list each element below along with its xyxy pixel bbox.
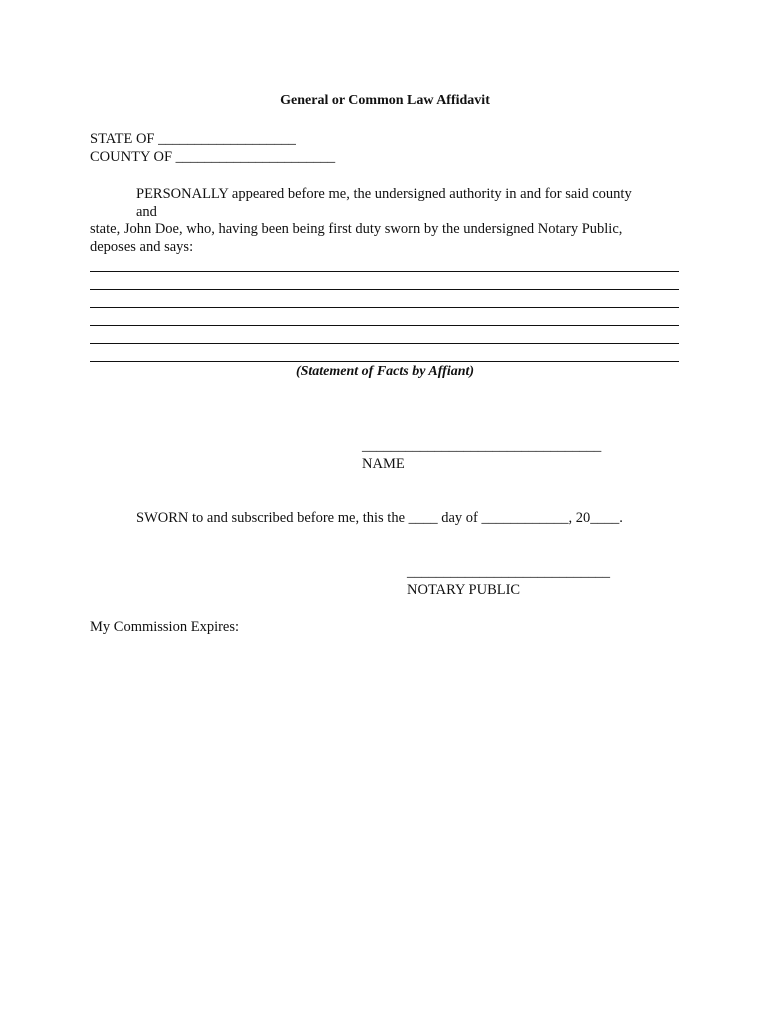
paragraph-line-3: state, John Doe, who, having been being first duty sworn by the undersigned Notary Public, bbox=[90, 221, 623, 237]
paragraph-line-1: PERSONALLY appeared before me, the undersigned authority in and for said county bbox=[136, 186, 632, 202]
notary-public-label: NOTARY PUBLIC bbox=[407, 582, 521, 598]
sworn-statement: SWORN to and subscribed before me, this the ____ day of ____________, 20____. bbox=[136, 510, 623, 526]
statement-blank-line bbox=[90, 307, 679, 308]
statement-blank-line bbox=[90, 343, 679, 344]
state-line: STATE OF ___________________ bbox=[90, 131, 296, 147]
statement-blank-line bbox=[90, 289, 679, 290]
paragraph-line-4: deposes and says: bbox=[90, 239, 194, 255]
paragraph-line-2: and bbox=[136, 204, 157, 220]
statement-blank-line bbox=[90, 325, 679, 326]
notary-signature-line: ____________________________ bbox=[407, 564, 610, 580]
document-title: General or Common Law Affidavit bbox=[280, 93, 490, 108]
statement-blank-line bbox=[90, 361, 679, 362]
county-line: COUNTY OF ______________________ bbox=[90, 149, 336, 165]
statement-blank-line bbox=[90, 271, 679, 272]
commission-expires-label: My Commission Expires: bbox=[90, 619, 240, 635]
name-label: NAME bbox=[362, 456, 405, 472]
statement-caption: (Statement of Facts by Affiant) bbox=[295, 364, 475, 379]
name-signature-line: _________________________________ bbox=[362, 438, 602, 454]
